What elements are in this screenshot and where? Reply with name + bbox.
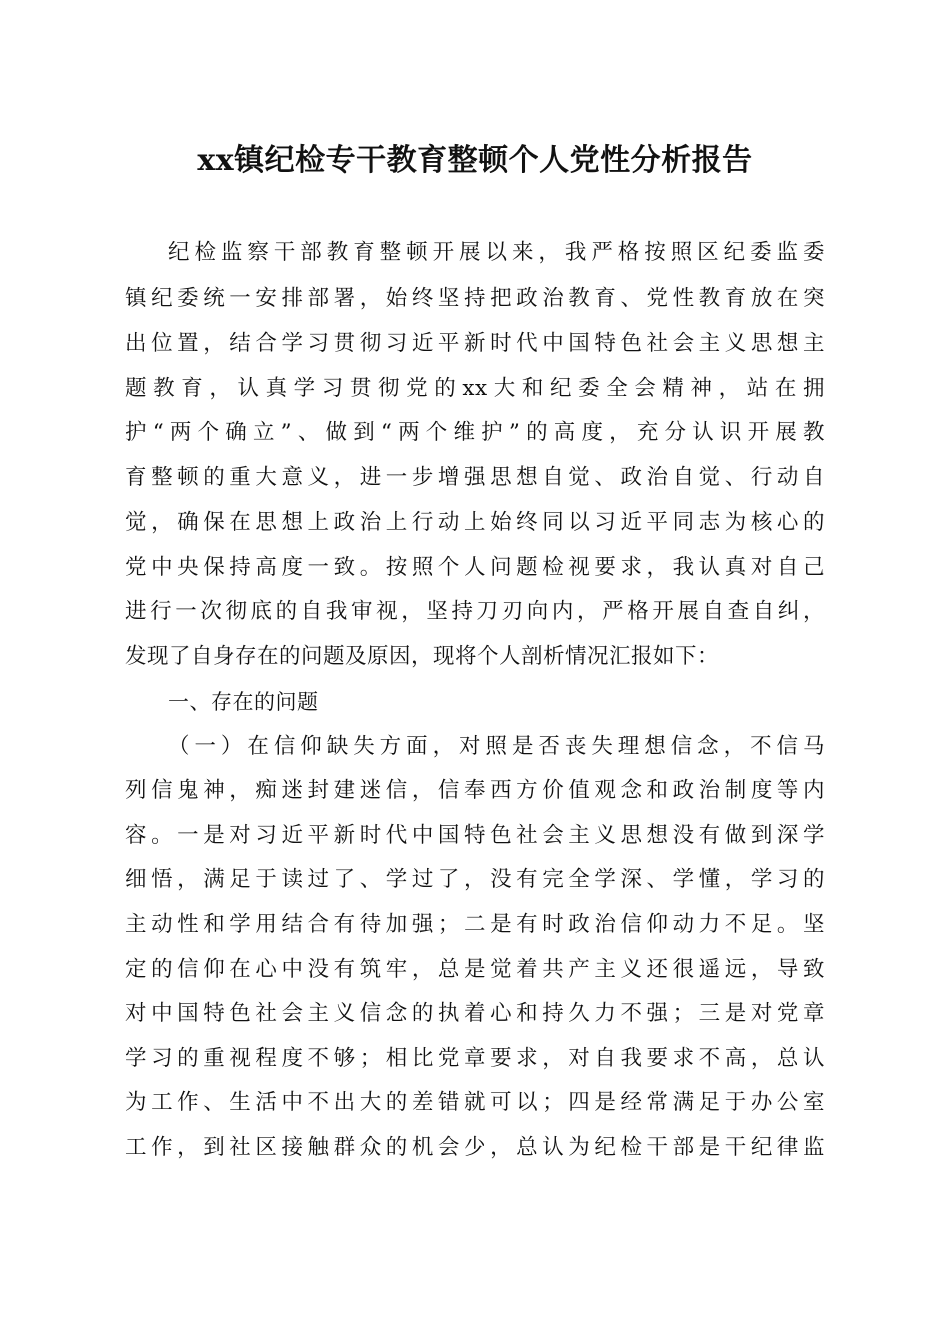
intro-paragraph-line: 护“两个确立”、做到“两个维护”的高度，充分认识开展教 — [125, 420, 825, 445]
section-paragraph-line: 定的信仰在心中没有筑牢，总是觉着共产主义还很遥远，导致 — [125, 957, 825, 982]
section-paragraph-line: 为工作、生活中不出大的差错就可以；四是经常满足于办公室 — [125, 1090, 825, 1115]
intro-paragraph-line: 进行一次彻底的自我审视，坚持刀刃向内，严格开展自查自纠， — [125, 599, 825, 624]
intro-paragraph-line: 党中央保持高度一致。按照个人问题检视要求，我认真对自己 — [125, 555, 825, 580]
section-paragraph-line: 学习的重视程度不够；相比党章要求，对自我要求不高，总认 — [125, 1046, 825, 1071]
section-paragraph-line: 细悟，满足于读过了、学过了，没有完全学深、学懂，学习的 — [125, 867, 825, 892]
intro-paragraph-line: 发现了自身存在的问题及原因，现将个人剖析情况汇报如下： — [125, 644, 720, 669]
section-paragraph-line: 容。一是对习近平新时代中国特色社会主义思想没有做到深学 — [125, 823, 825, 848]
section-paragraph-line: 列信鬼神，痴迷封建迷信，信奉西方价值观念和政治制度等内 — [125, 778, 825, 803]
section-paragraph-line: （一）在信仰缺失方面，对照是否丧失理想信念，不信马 — [168, 734, 825, 759]
section-heading: 一、存在的问题 — [168, 690, 319, 714]
section-paragraph-line: 对中国特色社会主义信念的执着心和持久力不强；三是对党章 — [125, 1001, 825, 1026]
intro-paragraph-line: 题教育，认真学习贯彻党的xx大和纪委全会精神，站在拥 — [125, 376, 825, 401]
intro-paragraph-line: 镇纪委统一安排部署，始终坚持把政治教育、党性教育放在突 — [125, 286, 825, 311]
section-paragraph-line: 主动性和学用结合有待加强；二是有时政治信仰动力不足。坚 — [125, 912, 825, 937]
intro-paragraph-line: 觉，确保在思想上政治上行动上始终同以习近平同志为核心的 — [125, 510, 825, 535]
intro-paragraph-line: 出位置，结合学习贯彻习近平新时代中国特色社会主义思想主 — [125, 331, 825, 356]
intro-paragraph-line: 育整顿的重大意义，进一步增强思想自觉、政治自觉、行动自 — [125, 465, 825, 490]
intro-paragraph-line: 纪检监察干部教育整顿开展以来，我严格按照区纪委监委 — [168, 240, 825, 265]
section-paragraph-line: 工作，到社区接触群众的机会少，总认为纪检干部是干纪律监 — [125, 1135, 825, 1160]
document-title: xx镇纪检专干教育整顿个人党性分析报告 — [197, 143, 753, 178]
